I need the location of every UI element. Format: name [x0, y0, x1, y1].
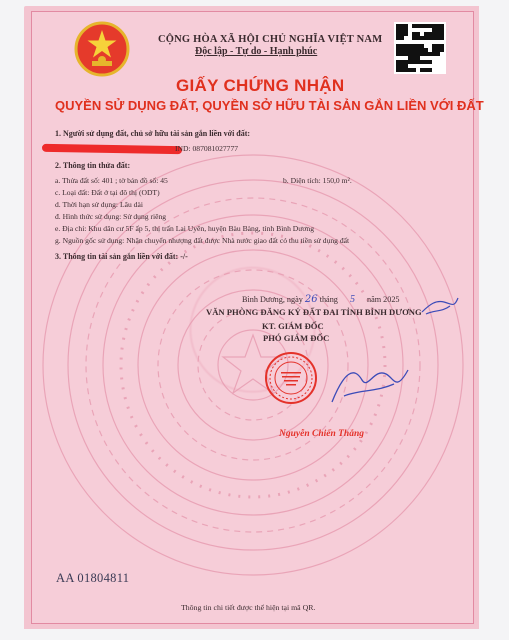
serial-number: AA 01804811 [56, 571, 130, 585]
owner-id: IND: 087081027777 [175, 144, 239, 153]
parcel-heading: 2. Thông tin thửa đất: [55, 161, 131, 170]
signer-title: PHÓ GIÁM ĐỐC [263, 333, 330, 343]
date-prefix: Bình Dương, ngày [242, 295, 303, 304]
nation-name: CỘNG HÒA XÃ HỘI CHỦ NGHĨA VIỆT NAM [158, 34, 383, 45]
date-year: năm 2025 [366, 295, 400, 304]
date-day: 26 [304, 294, 318, 305]
parcel-usage-form: đ. Hình thức sử dụng: Sử dụng riêng [55, 212, 167, 221]
signature [324, 362, 414, 412]
parcel-address: e. Địa chỉ: Khu dân cư 5F ấp 5, thị trấn Lai Uyên, huyện Bàu Bàng, tỉnh Bình Dương [55, 224, 314, 233]
owner-heading: 1. Người sử dụng đất, chủ sở hữu tài sản gắn liền với đất: [55, 129, 251, 138]
signing-date [242, 294, 400, 305]
parcel-number: a. Thửa đất số: 401 ; tờ bản đồ số: 45 [55, 176, 168, 185]
parcel-term: d. Thời hạn sử dụng: Lâu dài [55, 200, 143, 209]
date-month-label: tháng [319, 295, 338, 304]
national-emblem-icon [74, 21, 130, 77]
date-month: 5 [349, 294, 355, 305]
certificate-title: GIẤY CHỨNG NHẬN [176, 76, 345, 95]
parcel-area: b. Diện tích: 150,0 m². [283, 176, 352, 185]
signer-name: Nguyễn Chiến Thắng [279, 429, 364, 439]
official-stamp [264, 351, 318, 405]
issuing-office: VĂN PHÒNG ĐĂNG KÝ ĐẤT ĐAI TỈNH BÌNH DƯƠNG [206, 307, 422, 317]
qr-code[interactable] [394, 22, 446, 74]
nation-motto: Độc lập - Tự do - Hạnh phúc [195, 46, 318, 57]
certificate-subtitle: QUYỀN SỬ DỤNG ĐẤT, QUYỀN SỞ HỮU TÀI SẢN GẮN LIỀN VỚI ĐẤT [55, 98, 484, 113]
initials-scribble [420, 294, 460, 320]
parcel-origin: g. Nguồn gốc sử dụng: Nhận chuyển nhượng đất được Nhà nước giao đất có thu tiền sử dụng đất [55, 236, 350, 245]
footer-note: Thông tin chi tiết được thể hiện tại mã QR. [181, 603, 316, 612]
signer-role: KT. GIÁM ĐỐC [262, 321, 324, 331]
parcel-land-type: c. Loại đất: Đất ở tại đô thị (ODT) [55, 188, 160, 197]
assets-heading: 3. Thông tin tài sản gắn liền với đất: -/- [55, 252, 188, 261]
